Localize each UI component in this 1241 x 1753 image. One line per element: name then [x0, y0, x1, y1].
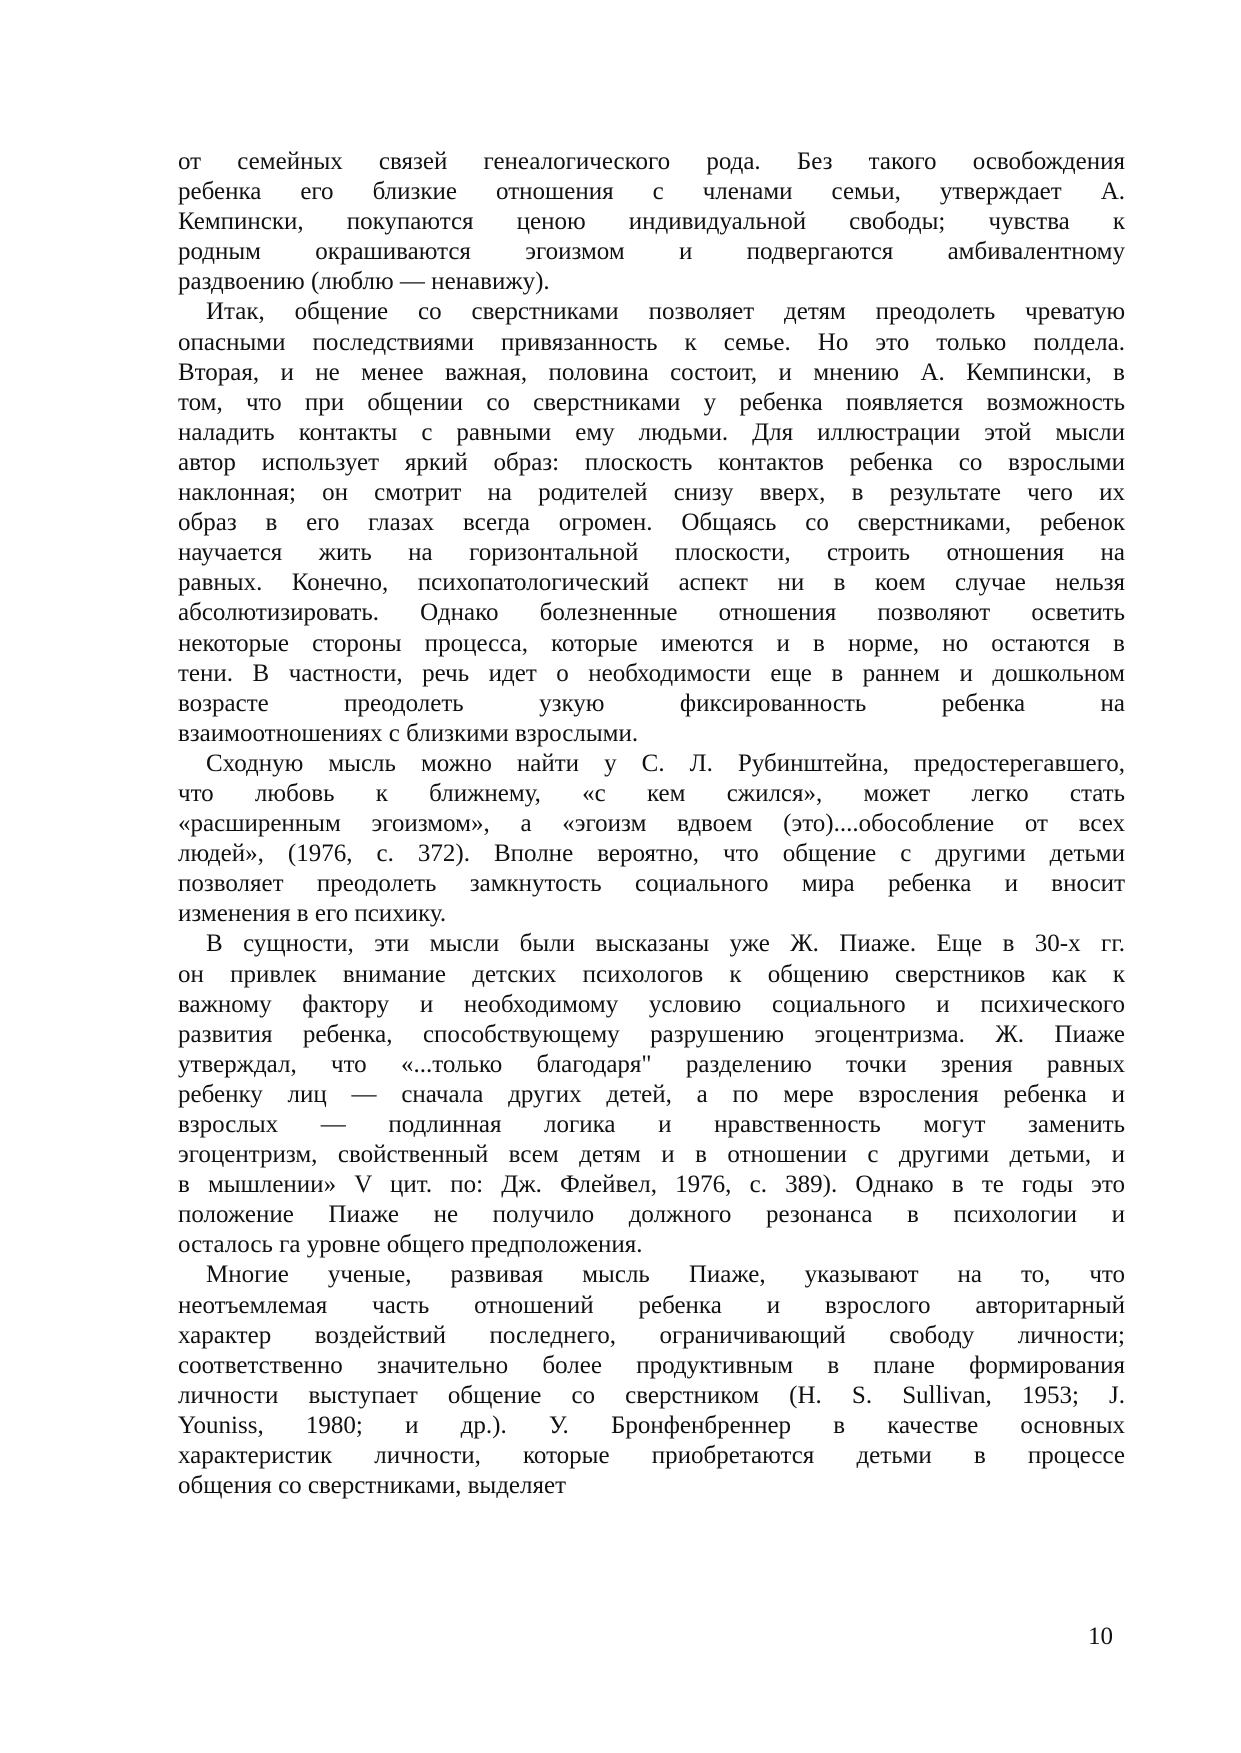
text-line: общения со сверстниками, выделяет — [178, 1472, 567, 1500]
text-line: Сходную мысль можно найти у С. Л. Рубинштейна, предостерегавшего, — [206, 749, 1125, 777]
text-line: взрослых — подлинная логика и нравственность могут заменить — [178, 1111, 1125, 1138]
page-number: 10 — [1088, 1623, 1113, 1650]
text-line: «расширенным эгоизмом», а «эгоизм вдвоем (это)....обособление от всех — [178, 810, 1125, 838]
text-line: том, что при общении со сверстниками у ребенка появляется возможность — [178, 388, 1125, 416]
text-line: ребенка его близкие отношения с членами семьи, утверждает А. — [178, 178, 1125, 206]
text-line: Вторая, и не менее важная, половина состоит, и мнению А. Кемпински, в — [178, 358, 1125, 386]
text-line: Многие ученые, развивая мысль Пиаже, указывают на то, что — [206, 1261, 1125, 1289]
paragraph-1 — [178, 147, 1125, 297]
text-line: Итак, общение со сверстниками позволяет детям преодолеть чреватую — [206, 298, 1125, 326]
text-line: ребенку лиц — сначала других детей, а по мере взросления ребенка и — [178, 1080, 1125, 1108]
text-line: равных. Конечно, психопатологический аспект ни в коем случае нельзя — [178, 569, 1125, 597]
paragraph-5 — [178, 1260, 1125, 1501]
text-line: изменения в его психику. — [178, 900, 447, 928]
text-line: Кемпински, покупаются ценою индивидуальной свободы; чувства к — [178, 208, 1125, 236]
text-line: от семейных связей генеалогического рода. Без такого освобождения — [178, 148, 1125, 175]
text-line: характер воздействий последнего, ограничивающий свободу личности; — [178, 1321, 1125, 1349]
text-line: наклонная; он смотрит на родителей снизу вверх, в результате чего их — [178, 479, 1125, 507]
paragraph-4 — [178, 929, 1125, 1260]
text-line: родным окрашиваются эгоизмом и подвергаются амбивалентному — [178, 238, 1125, 266]
text-line: он привлек внимание детских психологов к общению сверстников как к — [178, 960, 1125, 988]
text-line: развития ребенка, способствующему разрушению эгоцентризма. Ж. Пиаже — [178, 1020, 1125, 1048]
text-line: наладить контакты с равными ему людьми. Для иллюстрации этой мысли — [178, 418, 1125, 446]
text-line: взаимоотношениях с близкими взрослыми. — [178, 719, 639, 747]
text-line: соответственно значительно более продуктивным в плане формирования — [178, 1351, 1125, 1379]
text-line: позволяет преодолеть замкнутость социального мира ребенка и вносит — [178, 870, 1125, 898]
text-line: научается жить на горизонтальной плоскости, строить отношения на — [178, 539, 1125, 567]
paragraph-3 — [178, 749, 1125, 930]
text-line: неотъемлемая часть отношений ребенка и взрослого авторитарный — [178, 1291, 1125, 1319]
text-line: личности выступает общение со сверстником (H. S. Sullivan, 1953; J. — [178, 1381, 1125, 1409]
text-line: утверждал, что «...только благодаря" разделению точки зрения равных — [178, 1050, 1125, 1078]
text-line: опасными последствиями привязанность к семье. Но это только полдела. — [178, 328, 1125, 356]
text-line: В сущности, эти мысли были высказаны уже Ж. Пиаже. Еще в 30-х гг. — [206, 930, 1125, 958]
text-line: что любовь к ближнему, «с кем сжился», может легко стать — [178, 779, 1125, 807]
text-line: эгоцентризм, свойственный всем детям и в отношении с другими детьми, и — [178, 1141, 1125, 1169]
text-line: Youniss, 1980; и др.). У. Бронфенбреннер в качестве основных — [178, 1411, 1125, 1439]
text-line: осталось га уровне общего предположения. — [178, 1231, 643, 1259]
text-line: тени. В частности, речь идет о необходимости еще в раннем и дошкольном — [178, 659, 1125, 687]
text-line: важному фактору и необходимому условию социального и психического — [178, 990, 1125, 1018]
text-line: положение Пиаже не получило должного резонанса в психологии и — [178, 1201, 1125, 1229]
text-line: образ в его глазах всегда огромен. Общаясь со сверстниками, ребенок — [178, 509, 1125, 537]
text-line: в мышлении» V цит. по: Дж. Флейвел, 1976, с. 389). Однако в те годы это — [178, 1171, 1125, 1199]
text-line: абсолютизировать. Однако болезненные отношения позволяют осветить — [178, 599, 1125, 627]
paragraph-2 — [178, 297, 1125, 748]
text-line: раздвоению (люблю — ненавижу). — [178, 268, 550, 296]
text-line: возрасте преодолеть узкую фиксированность ребенка на — [178, 689, 1125, 717]
document-page — [178, 147, 1125, 1501]
text-line: некоторые стороны процесса, которые имеются и в норме, но остаются в — [178, 629, 1125, 657]
text-line: автор использует яркий образ: плоскость контактов ребенка со взрослыми — [178, 448, 1125, 476]
text-line: людей», (1976, с. 372). Вполне вероятно, что общение с другими детьми — [178, 840, 1125, 868]
text-line: характеристик личности, которые приобретаются детьми в процессе — [178, 1442, 1125, 1470]
